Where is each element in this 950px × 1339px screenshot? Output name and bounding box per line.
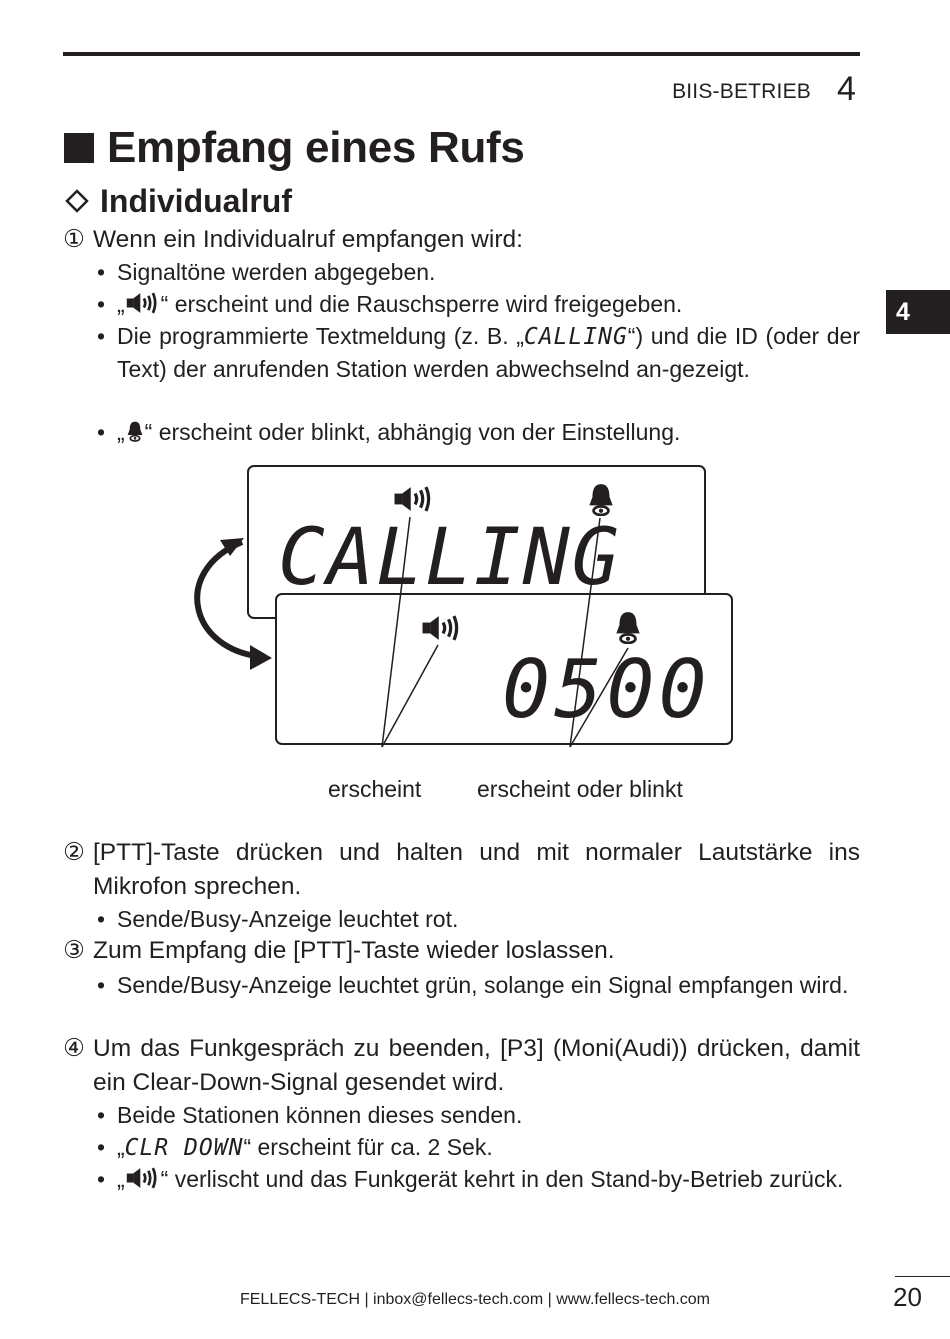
page-number: 20 <box>893 1282 922 1312</box>
bullet-text: Sende/Busy-Anzeige leuchtet rot. <box>117 906 459 932</box>
arrow-head-bottom <box>250 645 272 670</box>
bullet-text: “) und die ID (oder der Text) der anrufenden Station werden abwechselnd an-gezeigt. <box>117 323 860 382</box>
section-title: Empfang eines Rufs <box>107 123 525 172</box>
lcd-text-calling: CALLING <box>523 324 628 350</box>
side-tab <box>886 290 950 334</box>
speaker-icon <box>125 292 161 314</box>
bullet-item: • Signaltöne werden abgegeben. <box>97 259 436 285</box>
display-top-text: CALLING <box>278 513 621 603</box>
side-tab-label: 4 <box>896 297 910 326</box>
step-text: Zum Empfang die [PTT]-Taste wieder loslassen. <box>93 937 615 964</box>
display-figure <box>180 462 750 812</box>
chapter-title: BIIS-BETRIEB <box>672 80 811 103</box>
bell-icon <box>125 420 145 442</box>
step-number: ③ <box>63 937 85 964</box>
bullet-item: • „CLR DOWN“ erscheint für ca. 2 Sek. <box>97 1134 493 1161</box>
lcd-text-clr-down: CLR DOWN <box>124 1135 244 1161</box>
bullet-text: Signaltöne werden abgegeben. <box>117 259 436 285</box>
bullet-text: “ verlischt und das Funkgerät kehrt in den Stand-by-Betrieb zurück. <box>160 1166 844 1192</box>
quote-open: „ <box>117 1166 125 1192</box>
diamond-icon <box>65 189 89 213</box>
step-2 <box>63 836 860 904</box>
step-text: Wenn ein Individualruf empfangen wird: <box>93 226 523 253</box>
step-number: ④ <box>63 1035 85 1062</box>
top-rule <box>63 52 860 56</box>
square-bullet-icon <box>64 133 94 163</box>
bullet-text: Beide Stationen können dieses senden. <box>117 1102 523 1128</box>
step-number: ② <box>63 839 85 866</box>
step-3 <box>63 934 860 968</box>
bullet-item: • „ “ erscheint oder blinkt, abhängig von der Einstellung. <box>97 419 681 445</box>
quote-open: „ <box>117 419 125 445</box>
footer-text: FELLECS-TECH | inbox@fellecs-tech.com | www.fellecs-tech.com <box>239 1291 711 1308</box>
step-1 <box>63 223 860 257</box>
step-number: ① <box>63 226 85 253</box>
bullet-item: • Sende/Busy-Anzeige leuchtet rot. <box>97 906 459 932</box>
bullet-text: “ erscheint und die Rauschsperre wird freigegeben. <box>160 291 683 317</box>
bullet-item: • Beide Stationen können dieses senden. <box>97 1102 523 1128</box>
bullet-text: Sende/Busy-Anzeige leuchtet grün, solange ein Signal empfangen wird. <box>117 972 849 998</box>
bullet-text: “ erscheint für ca. 2 Sek. <box>243 1134 493 1160</box>
step-4 <box>63 1032 860 1100</box>
label-erscheint: erscheint <box>328 776 422 802</box>
bullet-item: • Sende/Busy-Anzeige leuchtet grün, solange ein Signal empfangen wird. <box>97 969 860 1001</box>
bullet-text: “ erscheint oder blinkt, abhängig von der Einstellung. <box>144 419 681 445</box>
display-bottom-text: 0500 <box>502 643 711 736</box>
bullet-item: • Die programmierte Textmeldung (z. B. „CALLING“) und die ID (oder der Text) der anrufenden Station werden abwechselnd an-gezeigt. <box>97 323 860 382</box>
bullet-item: • „ “ erscheint und die Rauschsperre wird freigegeben. <box>97 291 683 317</box>
quote-open: „ <box>117 1134 125 1160</box>
quote-open: „ <box>117 291 125 317</box>
page-number-rule <box>895 1276 950 1277</box>
speaker-icon <box>125 1167 161 1189</box>
label-erscheint-oder-blinkt: erscheint oder blinkt <box>477 776 683 802</box>
step-text: Um das Funkgespräch zu beenden, [P3] (Moni(Audi)) drücken, damit ein Clear-Down-Signal gesendet wird. <box>93 1035 860 1096</box>
step-text: [PTT]-Taste drücken und halten und mit normaler Lautstärke ins Mikrofon sprechen. <box>93 839 860 900</box>
chapter-number: 4 <box>837 70 856 108</box>
bullet-text: Die programmierte Textmeldung (z. B. „ <box>117 323 524 349</box>
bullet-item: • „ “ verlischt und das Funkgerät kehrt in den Stand-by-Betrieb zurück. <box>97 1166 844 1192</box>
subsection-title: Individualruf <box>100 183 292 219</box>
